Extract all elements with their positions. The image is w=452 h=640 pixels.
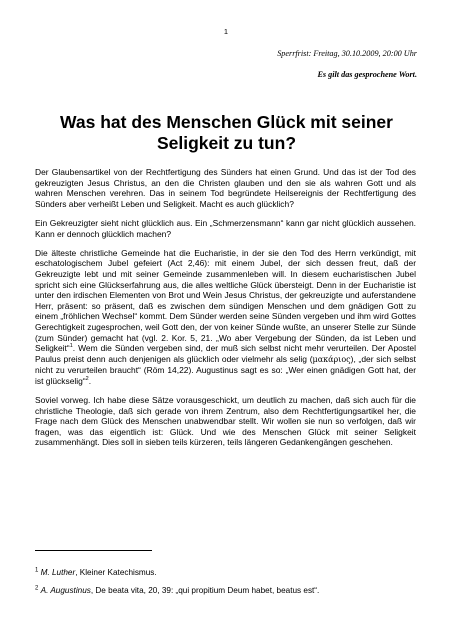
- footnote-1: [35, 568, 416, 578]
- greek-word: μακάριος: [312, 354, 351, 364]
- paragraph-1: Der Glaubensartikel von der Rechtfertigung des Sünders hat einen Grund. Und das ist der Tod des gekreuzigten Jesus Christus, an den die Christen glauben und den sie als wahren Gott und als wahren Menschen verehren. Das in seinem Tod begründete Heilsereignis der Rechtfertigung des Sünders aber verheißt Leben und Seligkeit. Macht es auch glücklich?: [35, 167, 416, 209]
- paragraph-3-part-b: . Wem die Sünden vergeben sind, der muß sich selbst nicht mehr verurteilen. Der Apostel Paulus preist denn auch denjenigen als glücklich oder vielmehr als selig (: [35, 343, 416, 364]
- footnote-ref-2[interactable]: 2: [85, 376, 89, 383]
- footnote-2-author: A. Augustinus: [40, 586, 91, 595]
- footnote-1-author: M. Luther: [40, 568, 76, 577]
- document-title: Was hat des Menschen Glück mit seiner Seligkeit zu tun?: [60, 112, 393, 153]
- paragraph-4: Soviel vorweg. Ich habe diese Sätze vorausgeschickt, um deutlich zu machen, daß sich auch für die christliche Theologie, daß sich gerade von ihrem Zentrum, also dem Rechtfertigungsartikel her, die Frage nach dem Glück des Menschen unabwendbar stellt. Wir wollen sie nun so verfolgen, daß wir fragen, was das eigentlich ist: Glück. Und wie des Menschen Glück mit seiner Seligkeit zusammenhängt. Dies soll in sieben teils kürzeren, teils längeren Gedankengängen geschehen.: [35, 395, 416, 448]
- footnote-1-text: , Kleiner Katechismus.: [75, 568, 157, 577]
- footnote-ref-1[interactable]: 1: [69, 343, 73, 350]
- paragraph-2: Ein Gekreuzigter sieht nicht glücklich aus. Ein „Schmerzensmann“ kann gar nicht glücklich aussehen. Kann er dennoch glücklich machen?: [35, 217, 416, 239]
- footnote-1-number: 1: [35, 567, 39, 574]
- footnote-2-number: 2: [35, 585, 39, 592]
- paragraph-3: [35, 248, 416, 387]
- page-number: 1: [223, 27, 229, 36]
- footnote-separator: [35, 550, 152, 551]
- body-text: [35, 167, 416, 457]
- spoken-word-note: Es gilt das gesprochene Wort.: [317, 70, 417, 79]
- footnote-2-text: , De beata vita, 20, 39: „qui propitium Deum habet, beatus est“.: [90, 586, 320, 595]
- paragraph-3-part-c: ), „der sich selbst nicht zu verurteilen braucht“ (Röm 14,22). Augustinus sagt es so: „Wer einen gnädigen Gott hat, der ist glückselig“: [35, 353, 416, 386]
- paragraph-3-part-d: .: [88, 375, 92, 386]
- paragraph-3-part-a: Die älteste christliche Gemeinde hat die Eucharistie, in der sie den Tod des Herrn verkündigt, mit eschatologischem Jubel gefeiert (Act 2,46): mit einem Jubel, der sich dessen freut, daß der Gekreuzigte lebt und mit seiner Gemeinde zusammenleben will. In diesem eucharistischen Jubel spricht sich eine Glückserfahrung aus, die alles weltliche Glück übersteigt. Denn in der Eucharistie ist unter den irdischen Elementen von Brot und Wein Jesus Christus, der gekreuzigte und auferstandene Herr, präsent: so präsent, daß es zwischen dem sündigen Menschen und dem gnädigen Gott zu einem „fröhlichen Wechsel“ kommt. Dem Sünder werden seine Sünden vergeben und ihm wird Gottes Gerechtigkeit zugesprochen, weil Gott den, der von keiner Sünde wußte, an unserer Stelle zur Sünde (zum Sünder) gemacht hat (vgl. 2. Kor. 5, 21. „Wo aber Vergebung der Sünden, da ist Leben und Seligkeit“: [35, 247, 416, 354]
- blocking-period-note: Sperrfrist: Freitag, 30.10.2009, 20:00 Uhr: [277, 49, 417, 58]
- footnote-2: [35, 586, 416, 596]
